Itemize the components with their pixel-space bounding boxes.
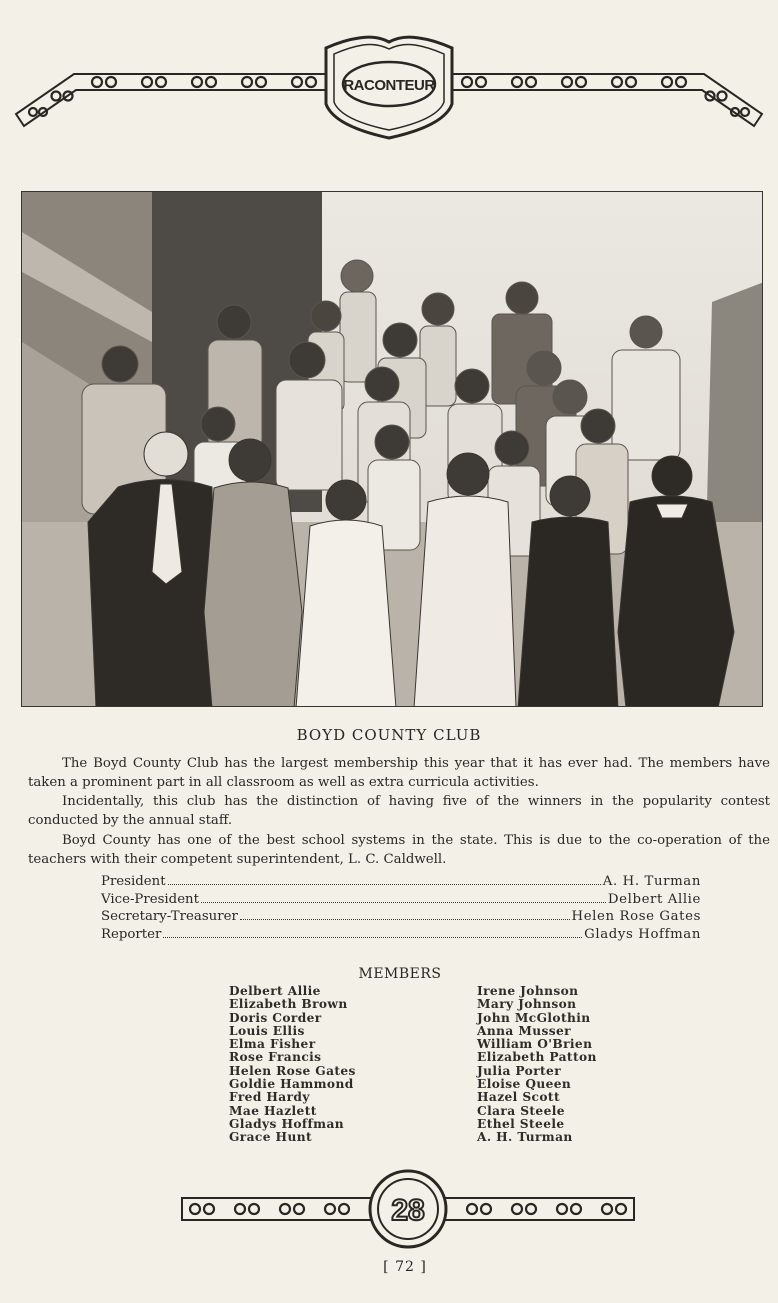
list-item: Elizabeth Patton [477,1050,597,1065]
leader-dots [240,918,570,920]
list-item: Rose Francis [229,1050,322,1065]
officer-name: A. H. Turman [602,874,701,889]
list-item: Elizabeth Brown [229,997,348,1012]
officer-reporter [101,927,701,945]
officer-name: Gladys Hoffman [584,926,701,942]
list-item: Clara Steele [477,1103,565,1118]
club-paragraph-2 [28,793,770,830]
list-item: Louis Ellis [229,1023,305,1038]
officer-role: Reporter [101,926,162,942]
list-item: Julia Porter [477,1063,562,1078]
officer-name: Helen Rose Gates [571,909,701,924]
members-column-right [477,985,597,1145]
year-badge: 28 [391,1194,425,1227]
list-item: Helen Rose Gates [229,1063,356,1078]
paragraph-text: The Boyd County Club has the largest membership this year that it has ever had. The members have taken a prominent part in all classroom as well as extra curricula activities. [28,756,770,790]
club-title: BOYD COUNTY CLUB [296,726,482,744]
club-group-photo [21,191,763,707]
list-item: Anna Musser [477,1023,571,1038]
officer-name: Delbert Allie [607,891,701,907]
list-item: Doris Corder [229,1010,322,1025]
list-item: Ethel Steele [477,1116,565,1131]
members-column-left [229,985,356,1145]
officer-secretary-treasurer [101,909,701,927]
list-item: Grace Hunt [229,1130,313,1145]
officer-president [101,874,701,892]
officer-role: Vice-President [101,891,199,907]
officer-vice-president [101,892,701,910]
list-item: Delbert Allie [229,984,321,998]
leader-dots [201,901,606,903]
officers-list [101,874,701,944]
page-number: [ 72 ] [383,1259,427,1275]
leader-dots [163,936,582,938]
list-item: John McGlothin [477,1010,591,1025]
group-photo-icon [22,192,763,707]
list-item: Elma Fisher [229,1037,316,1052]
list-item: Mary Johnson [477,997,577,1012]
officer-role: Secretary-Treasurer [101,909,238,924]
officer-role: President [101,874,166,889]
footer-ornament [180,1168,636,1250]
list-item: William O'Brien [477,1037,593,1052]
list-item: Goldie Hammond [229,1077,354,1092]
club-paragraph-3 [28,832,770,869]
leader-dots [168,883,601,885]
paragraph-text: Incidentally, this club has the distinction of having five of the winners in the popularity contest conducted by the annual staff. [28,794,770,828]
club-paragraph-1 [28,755,770,792]
paragraph-text: Boyd County has one of the best school systems in the state. This is due to the co-operation of the teachers with their competent superintendent, L. C. Caldwell. [28,833,770,867]
list-item: Hazel Scott [477,1090,560,1105]
crest-title: RACONTEUR [343,77,435,94]
list-item: Eloise Queen [477,1077,572,1092]
members-heading: MEMBERS [358,966,442,982]
header-ornament [14,34,764,144]
list-item: A. H. Turman [477,1130,573,1145]
list-item: Fred Hardy [229,1090,310,1105]
list-item: Irene Johnson [477,984,579,998]
list-item: Gladys Hoffman [229,1116,345,1131]
list-item: Mae Hazlett [229,1103,317,1118]
